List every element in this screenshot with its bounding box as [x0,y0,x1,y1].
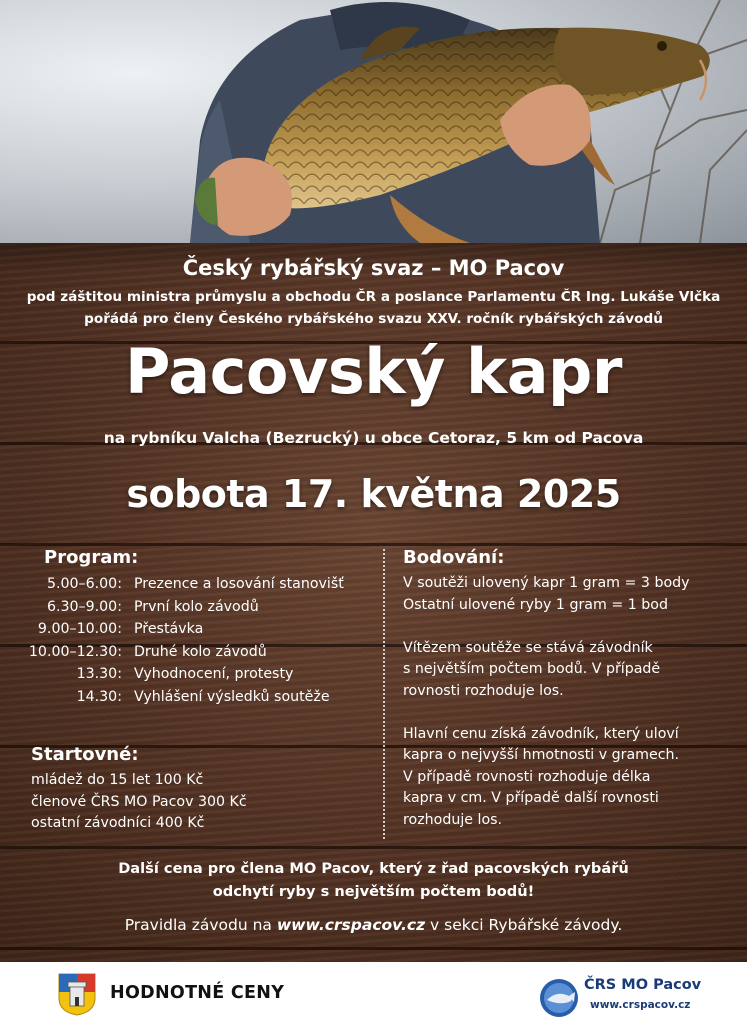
prizes-label: HODNOTNÉ CENY [110,983,285,1003]
scoring-text [403,573,690,853]
rules-link[interactable]: www.crspacov.cz [276,916,426,934]
program-desc: Přestávka [134,621,204,637]
scoring-line: Hlavní cenu získá závodník, který uloví [403,725,679,742]
org-website-link[interactable]: www.crspacov.cz [590,999,691,1011]
program-time: 5.00–6.00: [46,576,122,592]
patronage-line: pod záštitou ministra průmyslu a obchodu ČR a poslance Parlamentu ČR Ing. Lukáše Vlčka [26,289,721,305]
scoring-paragraph [403,724,690,832]
scoring-line: s největším počtem bodů. V případě [403,661,661,677]
extra-prize-note [0,858,747,903]
fee-item: členové ČRS MO Pacov 300 Kč [31,793,247,810]
program-time: 10.00–12.30: [28,643,122,660]
announcement-line: pořádá pro členy Českého rybářského svazu XXV. ročník rybářských závodů [84,311,663,327]
rules-text-before: Pravidla závodu na [124,916,277,934]
event-title: Pacovský kapr [124,335,623,408]
scoring-paragraph [403,638,690,703]
fees-list [31,770,247,835]
program-time: 13.30: [76,666,122,682]
fee-item: ostatní závodníci 400 Kč [31,815,205,831]
scoring-line: Vítězem soutěže se stává závodník [403,639,653,656]
crs-logo-icon [539,978,579,1018]
scoring-line: V případě rovnosti rozhoduje délka [403,768,651,785]
extra-prize-line: Další cena pro člena MO Pacov, který z řad pacovských rybářů [118,860,629,877]
program-desc: Vyhlášení výsledků soutěže [134,688,330,705]
extra-prize-line: odchytí ryby s největším počtem bodů! [212,882,535,900]
program-desc: Vyhodnocení, protesty [134,666,294,682]
hero-photo [0,0,747,243]
scoring-line: rozhoduje los. [403,811,503,828]
program-desc: Druhé kolo závodů [134,643,267,660]
org-name: ČRS MO Pacov [584,977,702,993]
program-time: 6.30–9.00: [46,598,122,615]
scoring-heading: Bodování: [403,547,505,568]
scoring-line: kapra o nejvyšší hmotnosti v gramech. [403,747,680,763]
footer [0,962,747,1024]
fee-item: mládež do 15 let 100 Kč [31,772,204,788]
poster-board [0,243,747,962]
rules-note [0,916,747,934]
scoring-line: V soutěži ulovený kapr 1 gram = 3 body [403,575,690,591]
scoring-line: Ostatní ulovené ryby 1 gram = 1 bod [403,596,668,613]
program-desc: Prezence a losování stanovišť [134,576,344,592]
coat-of-arms-icon [57,972,97,1016]
program-heading: Program: [44,547,139,568]
fees-heading: Startovné: [31,744,139,765]
scoring-paragraph [403,573,690,616]
angler-holding-carp-illustration [0,0,747,243]
column-divider [383,549,385,839]
event-date: sobota 17. května 2025 [126,472,621,516]
scoring-line: rovnosti rozhoduje los. [403,682,564,699]
program-time: 9.00–10.00: [37,621,122,637]
program-desc: První kolo závodů [134,598,259,615]
organizer-heading: Český rybářský svaz – MO Pacov [182,256,565,280]
event-location: na rybníku Valcha (Bezrucký) u obce Cetoraz, 5 km od Pacova [103,429,644,447]
rules-text-after: v sekci Rybářské závody. [425,916,623,934]
scoring-line: kapra v cm. V případě další rovnosti [403,790,659,806]
program-time: 14.30: [76,688,122,705]
